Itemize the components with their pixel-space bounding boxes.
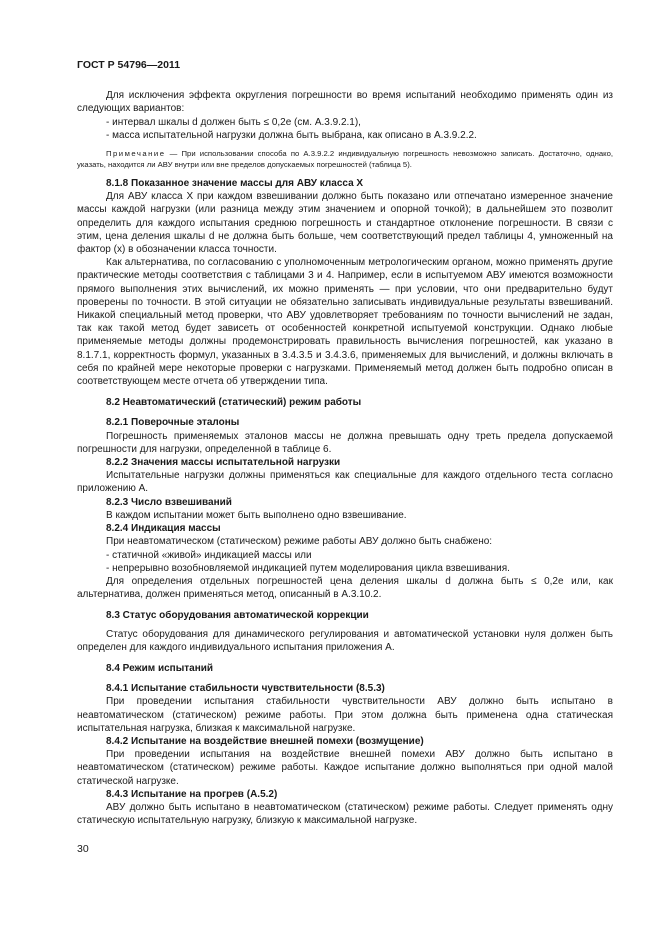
paragraph: Для определения отдельных погрешностей цена деления шкалы d должна быть ≤ 0,2e или, как альтернатива, должен применяться метод, описанный в А.3.10.2. [77,575,613,601]
paragraph: При проведении испытания на воздействие внешней помехи АВУ должно быть испытано в неавтоматическом (статическом) режиме работы. Каждое испытание должно выполняться при одной малой статической нагрузке. [77,749,613,787]
list-item: - статичной «живой» индикацией массы или [106,549,312,561]
paragraph: Испытательные нагрузки должны применяться как специальные для каждого отдельного теста согласно приложению А. [77,470,613,495]
note-label: Примечание [106,149,166,159]
list-item: - интервал шкалы d должен быть ≤ 0,2e (см. A.3.9.2.1), [106,116,361,128]
document-header: ГОСТ Р 54796—2011 [77,59,181,71]
section-heading-8-2: 8.2 Неавтоматический (статический) режим работы [106,397,362,409]
section-heading-8-2-4: 8.2.4 Индикация массы [106,523,221,535]
note-text: — При использовании способа по А.3.9.2.2 индивидуальную погрешность невозможно записать. Достаточно, однако, указать, находится ли АВУ внутри или вне пределов допускаемых погрешностей (таблица 5). [77,149,613,170]
paragraph: Как альтернатива, по согласованию с уполномоченным метрологическим органом, можно применять другие практические методы соответствия с таблицами 3 и 4. Например, если в испытуемом АВУ имеются возможности прямого выполнения этих вычислений, их можно применять — при условии, что они предварительно будут проверены по точности. В этой ситуации не обязательно записывать индивидуальные результаты взвешиваний. Никакой специальный метод проверки, что АВУ удовлетворяет требованиям по точности вычислений не задан, так как такой метод будет зависеть от особенностей конкретной испытуемой конструкции. Однако любые применяемые методы должны продемонстрировать правильность вычисления погрешностей, как указано в 8.1.7.1, корректность формул, указанных в 3.4.3.5 и 3.4.3.6, применяемых для вычислений, и должны включать в себя по крайней мере некоторые проверки с нагрузками. Применяемый метод должен быть подробно описан в соответствующем месте отчета об утверждении типа. [77,257,613,388]
page-number: 30 [77,843,89,855]
paragraph: Погрешность применяемых эталонов массы не должна превышать одну треть предела допускаемой погрешности для нагрузки, определенной в таблице 6. [77,430,613,455]
section-heading-8-1-8: 8.1.8 Показанное значение массы для АВУ класса X [106,178,364,190]
paragraph: Для АВУ класса X при каждом взвешивании должно быть показано или отпечатано измеренное значение массы каждой нагрузки (или разница между этим значением и опорной точкой); в дальнейшем это позволит определить для каждого испытания среднюю погрешность и стандартное отклонение погрешности. В связи с этим, цена деления шкалы d не должна быть больше, чем соответствующий предел таблицы 4, умноженный на фактор (x) в обозначении класса точности. [77,191,613,256]
section-heading-8-3: 8.3 Статус оборудования автоматической коррекции [106,610,369,622]
paragraph-intro: Для исключения эффекта округления погрешности во время испытаний необходимо применять один из следующих вариантов: [77,90,613,115]
section-heading-8-2-3: 8.2.3 Число взвешиваний [106,496,232,508]
paragraph: Статус оборудования для динамического регулирования и автоматической установки нуля должен быть определен для каждого индивидуального испытания приложения А. [77,628,613,653]
section-heading-8-4-1: 8.4.1 Испытание стабильности чувствительности (8.5.3) [106,683,385,695]
section-heading-8-4: 8.4 Режим испытаний [106,662,214,674]
list-item: - масса испытательной нагрузки должна быть выбрана, как описано в А.3.9.2.2. [106,129,477,141]
paragraph: При проведении испытания стабильности чувствительности АВУ должно быть испытано в неавтоматическом (статическом) режиме работы. При этом должна быть применена одна статическая испытательная нагрузка, близкая к максимальной нагрузке. [77,696,613,734]
note [77,148,613,170]
section-heading-8-2-1: 8.2.1 Поверочные эталоны [106,417,240,429]
paragraph: В каждом испытании может быть выполнено одно взвешивание. [106,509,407,521]
section-heading-8-4-2: 8.4.2 Испытание на воздействие внешней помехи (возмущение) [106,735,424,747]
list-item: - непрерывно возобновляемой индикацией путем моделирования цикла взвешивания. [106,562,510,574]
paragraph: При неавтоматическом (статическом) режиме работы АВУ должно быть снабжено: [106,536,493,548]
section-heading-8-2-2: 8.2.2 Значения массы испытательной нагрузки [106,457,341,469]
paragraph: АВУ должно быть испытано в неавтоматическом (статическом) режиме работы. Следует применять одну статическую испытательную нагрузку, близкую к максимальной нагрузке. [77,801,613,827]
section-heading-8-4-3: 8.4.3 Испытание на прогрев (А.5.2) [106,788,278,800]
